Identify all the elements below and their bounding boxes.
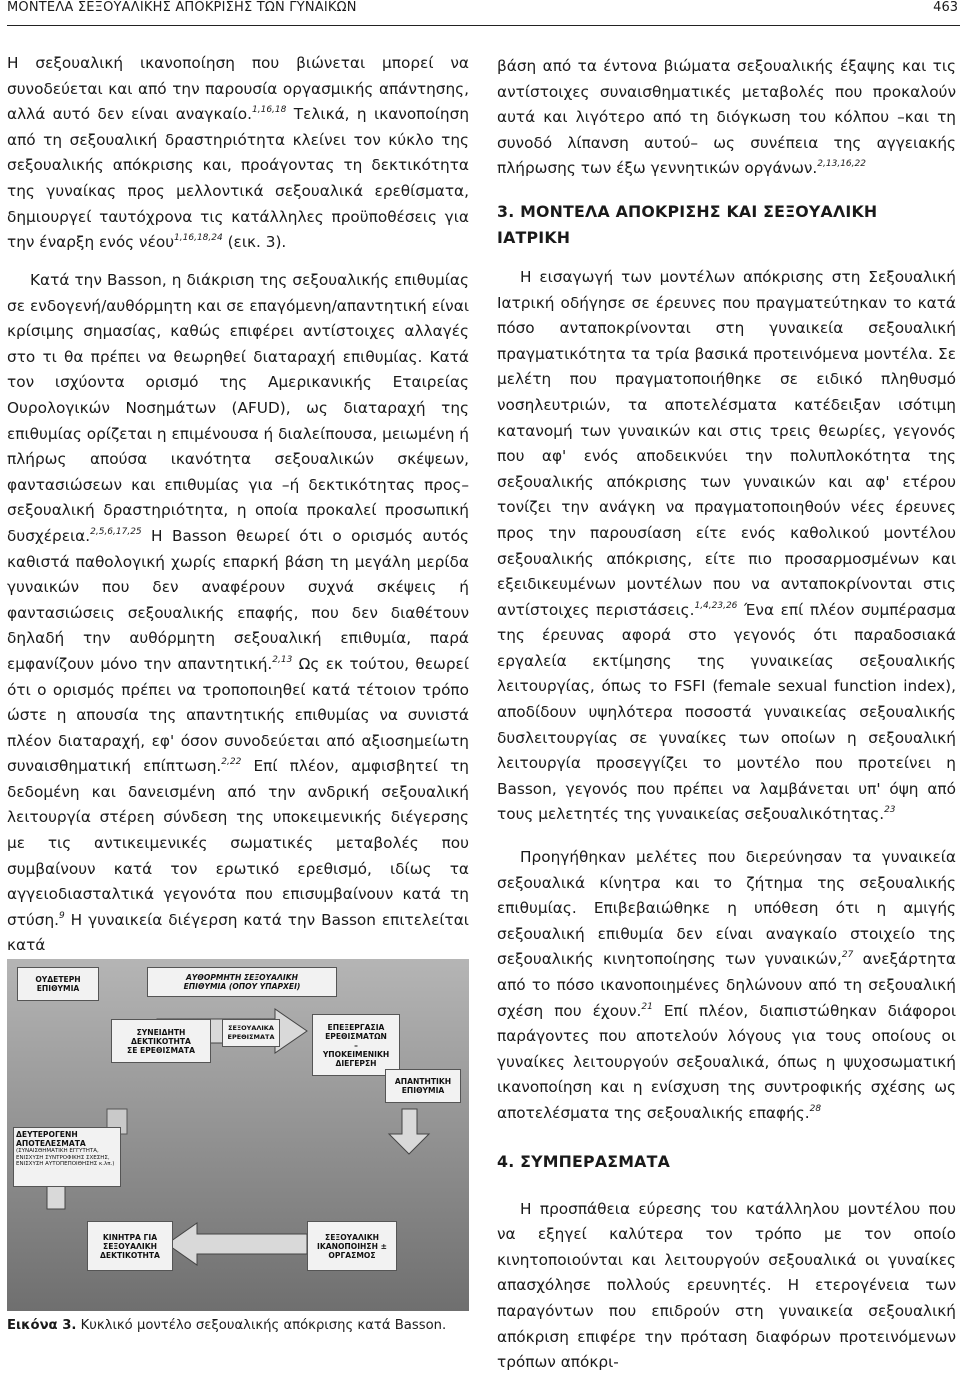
running-title: ΜΟΝΤΕΛΑ ΣΕΞΟΥΑΛΙΚΗΣ ΑΠΟΚΡΙΣΗΣ ΤΩΝ ΓΥΝΑΙΚΩΝ [7,0,357,15]
box-spontaneous-desire: ΑΥΘΟΡΜΗΤΗ ΣΕΞΟΥΑΛΙΚΗ ΕΠΙΘΥΜΙΑ (ΟΠΟΥ ΥΠΑΡΧΕΙ) [147,967,337,997]
section-heading-4: 4. ΣΥΜΠΕΡΑΣΜΑΤΑ [497,1151,670,1171]
box-responsive-desire: ΑΠΑΝΤΗΤΙΚΗ ΕΠΙΘΥΜΙΑ [385,1069,461,1103]
running-header [7,0,960,26]
page-number: 463 [933,0,958,15]
right-paragraph-3: Προηγήθηκαν μελέτες που διερεύνησαν τα γυναικεία σεξουαλικά κίνητρα και το ζήτημα της σεξουαλικής επιθυμίας. Επιβεβαιώθηκε η υπόθεση ότι η αμιγής σεξουαλική επιθυμία δεν είναι αναγκαίο στοιχείο της σεξουαλικής κινητοποίησης των γυναικών,$^{27}$ ανεξάρτητα από το πόσο ικανοποιημένες δηλώνουν από τη σεξουαλική σχέση που έχουν.$^{21}$ Επί πλέον, διαπιστώθηκαν διάφοροι παράγοντες που αποτελούν λόγους για τους οποίους οι γυναίκες λειτουργούν σεξουαλικά, όπως η ψυχοσωματική ικανοποίηση και η ενίσχυση της συντροφικής σχέσης ως αποτελέσματα της σεξουαλικής επαφής.$^{28}$ [497,848,957,1122]
figure-basson-model [7,959,469,1311]
right-column [497,54,956,1393]
left-column-body [7,268,469,976]
box-sexual-stimuli: ΣΕΞΟΥΑΛΙΚΑ ΕΡΕΘΙΣΜΑΤΑ [222,1019,280,1047]
left-column-top [7,51,469,273]
box-neutral-desire: ΟΥΔΕΤΕΡΗ ΕΠΙΘΥΜΙΑ [17,967,99,1001]
box-conscious-receptivity: ΣΥΝΕΙΔΗΤΗ ΔΕΚΤΙΚΟΤΗΤΑ ΣΕ ΕΡΕΘΙΣΜΑΤΑ [111,1019,211,1063]
right-paragraph-2: Η εισαγωγή των μοντέλων απόκρισης στη Σεξουαλική Ιατρική οδήγησε σε έρευνες που πραγματεύτηκαν το κατά πόσο ανταποκρίνονται στη γυναικεία σεξουαλική πραγματικότητα τα τρία βασικά προτεινόμενα μοντέλα. Σε μελέτη που πραγματοποιήθηκε σε ειδικό πληθυσμό νοσηλευτριών, τα αποτελέσματα κατέδειξαν ισότιμη κατανομή των γυναικών και στις τρεις θεωρίες, γεγονός που αφ' ενός αποδεικνύει την πολυπλοκότητα της σεξουαλικής απόκρισης των γυναικών και αφ' ετέρου τονίζει την ανάγκη να πραγματοποιηθούν νέες έρευνες προς την παρουσίαση είτε ενός καθολικού μοντέλου σεξουαλικής απόκρισης, είτε πιο προσαρμοσμένων και εξειδικευμένων μοντέλων που να ανταποκρίνονται στις αντίστοιχες περιστάσεις.$^{1,4,23,26}$ Ένα επί πλέον συμπέρασμα της έρευνας αφορά στο γεγονός ότι παραδοσιακά εργαλεία εκτίμησης της γυναικείας σεξουαλικής λειτουργίας, όπως το FSFI (female sexual function index), αποδίδουν υψηλότερα ποσοστά γυναικείας σεξουαλικής δυσλειτουργίας σε γυναίκες των οποίων η σεξουαλική λειτουργία προσεγγίζει το μοντέλο που προτείνει η Basson, γεγονός που πρέπει να λαμβάνεται υπ' όψη από τους μελετητές της γυναικείας σεξουαλικότητας.$^{23}$ [497,267,956,824]
box-secondary-outcomes: ΔΕΥΤΕΡΟΓΕΝΗ ΑΠΟΤΕΛΕΣΜΑΤΑ (ΣΥΝΑΙΣΘΗΜΑΤΙΚΗ ΕΓΓΥΤΗΤΑ, ΕΝΙΣΧΥΣΗ ΣΥΝΤΡΟΦΙΚΗΣ ΣΧΕΣΗΣ, ΕΝΙΣΧΥΣΗ ΑΥΤΟΠΕΠΟΙΘΗΣΗΣ κ.λπ.) [13,1127,121,1187]
figure-caption: Εικόνα 3. Κυκλικό μοντέλο σεξουαλικής απόκρισης κατά Basson. [7,1318,447,1333]
right-paragraph-1: βάση από τα έντονα βιώματα σεξουαλικής έξαψης και τις αντίστοιχες συναισθηματικές μεταβολές που προκαλούν αυτά και λιγότερο από τη διόγκωση του κόλπου –και τη συνοδό λίπανση αυτού– ως συνέπεια της αγγειακής πλήρωσης των έξω γεννητικών οργάνων.$^{2,13,16,22}$ [497,57,956,178]
box-stimulus-processing: ΕΠΕΞΕΡΓΑΣΙΑ ΕΡΕΘΙΣΜΑΤΩΝ – ΥΠΟΚΕΙΜΕΝΙΚΗ ΔΙΕΓΕΡΣΗ [312,1014,400,1076]
box-satisfaction-orgasm: ΣΕΞΟΥΑΛΙΚΗ ΙΚΑΝΟΠΟΙΗΣΗ ± ΟΡΓΑΣΜΟΣ [307,1221,397,1271]
right-paragraph-4: Η προσπάθεια εύρεσης του κατάλληλου μοντέλου που να εξηγεί καλύτερα τον τρόπο με τον οποίο κινητοποιούνται και λειτουργούν σεξουαλικά οι γυναίκες απασχόλησε πολλούς ερευνητές. Η ετερογένεια των παραγόντων που επιδρούν στη γυναικεία σεξουαλική απόκριση επιφέρε την πρόταση διαφόρων προτεινόμενων τρόπων απόκρι- [497,1199,956,1372]
left-paragraph-2: Κατά την Basson, η διάκριση της σεξουαλικής επιθυμίας σε ενδογενή/αυθόρμητη και σε επαγόμενη/απαντητική είναι κρίσιμης σημασίας, καθώς επιφέρει αντίστοιχες αλλαγές στο τι θα πρέπει να θεωρηθεί διαταραχή επιθυμίας. Κατά τον ισχύοντα ορισμό της Αμερικανικής Εταιρείας Ουρολογικών Νοσημάτων (AFUD), ως διαταραχή της επιθυμίας ορίζεται η επιμένουσα ή διαλείπουσα, μειωμένη ή πλήρως απούσα ικανότητα σεξουαλικών σκέψεων, φαντασιώσεων και επιθυμίας για –ή δεκτικότητας προς– σεξουαλική δραστηριότητα, η οποία προκαλεί προσωπική δυσχέρεια.$^{2,5,6,17,25}$ Η Basson θεωρεί ότι ο ορισμός αυτός καθιστά παθολογική χωρίς επαρκή βάση τη μεγάλη μερίδα γυναικών που δεν αναφέρουν συχνά σκέψεις ή φαντασιώσεις σεξουαλικής επαφής, που δεν διαθέτουν δηλαδή την αυθόρμητη σεξουαλική επιθυμία, παρά εμφανίζουν μόνο την απαντητική.$^{2,13}$ Ως εκ τούτου, θεωρεί ότι ο ορισμός πρέπει να τροποποιηθεί κατά τέτοιον τρόπο ώστε η απουσία της απαντητικής επιθυμίας να συνιστά πλέον διαταραχή, εφ' όσον συνοδεύεται από αξιοσημείωτη συναισθηματική επίπτωση.$^{2,22}$ Επί πλέον, αμφισβητεί τη δεδομένη και δανεισμένη από την ανδρική σεξουαλική λειτουργία στέρεη σύνδεση της υποκειμενικής διέγερσης με τις αντικειμενικές σωματικές μεταβολές που συμβαίνουν κατά τον ερωτικό ερεθισμό, ιδίως τα αγγειοδιασταλτικά γεγονότα που επισυμβαίνουν κατά τη στύση.$^9$ Η γυναικεία διέγερση κατά την Basson επιτελείται κατά [7,271,469,955]
box-motivation-receptivity: ΚΙΝΗΤΡΑ ΓΙΑ ΣΕΞΟΥΑΛΙΚΗ ΔΕΚΤΙΚΟΤΗΤΑ [87,1221,173,1271]
left-paragraph-1: Η σεξουαλική ικανοποίηση που βιώνεται μπορεί να συνοδεύεται και από την παρουσία οργασμικής απάντησης, αλλά αυτό δεν είναι αναγκαίο.$^{1,16,18}$ Τελικά, η ικανοποίηση από τη σεξουαλική δραστηριότητα κλείνει τον κύκλο της σεξουαλικής απόκρισης και, προάγοντας τη δεκτικότητα της γυναίκας προς μελλοντικά σεξουαλικά ερεθίσματα, δημιουργεί ταυτόχρονα τις κατάλληλες προϋποθέσεις για την έναρξη ενός νέου$^{1,16,18,24}$ (εικ. 3). [7,54,470,252]
section-heading-3: 3. ΜΟΝΤΕΛΑ ΑΠΟΚΡΙΣΗΣ ΚΑΙ ΣΕΞΟΥΑΛΙΚΗ ΙΑΤΡΙΚΗ [497,201,878,247]
